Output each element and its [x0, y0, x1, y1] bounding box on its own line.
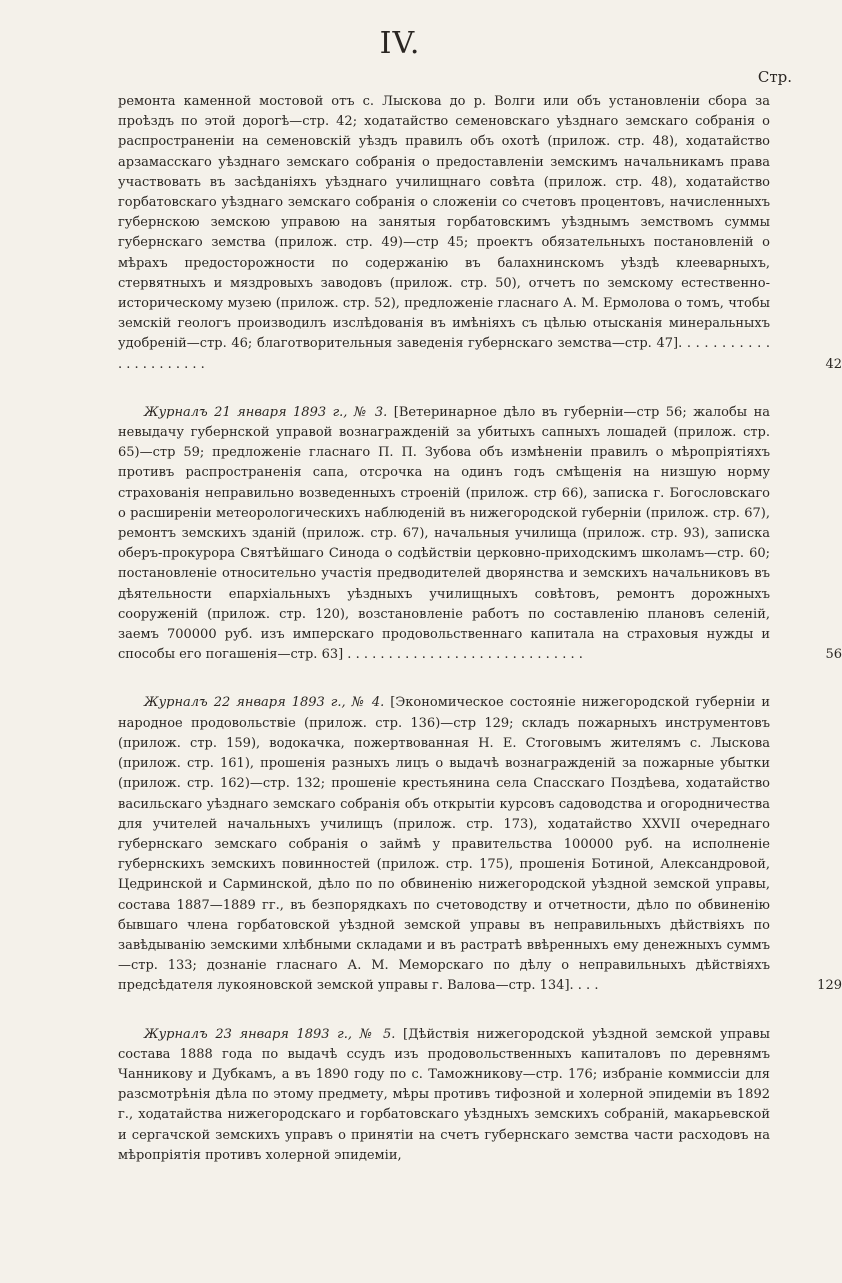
entry-text: Журналъ 23 января 1893 г., № 5. [Дѣйствія нижегородской уѣздной земской управы состава 1888 года по выдачѣ ссудъ изъ продовольственныхъ капиталовъ по деревнямъ Чанникову и Дубкамъ, а въ 1890 году по с. Таможникову—стр. 176; избраніе коммиссіи для разсмотрѣнія дѣла по этому предмету, мѣры противъ тифозной и холерной эпидеміи въ 1892 г., ходатайства нижегородскаго и горбатовскаго уѣздныхъ земскихъ собраній, макарьевской и сергачской земскихъ управъ о принятіи на счетъ губернскаго земства части расходовъ на мѣропріятія противъ холерной эпидеміи,	[118, 1026, 770, 1163]
page-column-label: Стр.	[757, 68, 792, 86]
index-body	[118, 92, 842, 1194]
index-entry	[118, 1025, 770, 1166]
page-reference: 56	[825, 647, 842, 663]
entry-text: ремонта каменной мостовой отъ с. Лыскова до р. Волги или объ установленіи сбора за проѣздъ по этой дорогѣ—стр. 42; ходатайство семеновскаго уѣзднаго земскаго собранія о распространеніи на семеновскій уѣздъ правилъ объ охотѣ (прилож. стр. 48), ходатайство арзамасскаго уѣзднаго земскаго собранія о предоставленіи земскимъ начальникамъ права участвовать въ засѣданіяхъ уѣзднаго училищнаго совѣта (прилож. стр. 48), ходатайство горбатовскаго уѣзднаго земскаго собранія о сложеніи со счетовъ процентовъ, начисленныхъ губернскою земскою управою на занятыя горбатовскимъ уѣзднымъ земствомъ суммы губернскаго земства (прилож. стр. 49)—стр 45; проектъ обязательныхъ постановленій о мѣрахъ предосторожности по содержанію въ балахнинскомъ уѣздѣ клееварныхъ, стервятныхъ и мяздровыхъ заводовъ (прилож. стр. 50), отчетъ по земскому естественно-историческому музею (прилож. стр. 52), предложеніе гласнаго А. М. Ермолова о томъ, чтобы земскій геологъ производилъ изслѣдованія въ имѣніяхъ съ цѣлью отысканія минеральныхъ удобреній—стр. 46; благотворительныя заведенія губернскаго земства—стр. 47]. . . . . . . . . . . . . . . . . . . . . .	[118, 94, 770, 372]
index-entry	[118, 403, 842, 666]
journal-heading: Журналъ 21 января 1893 г., № 3.	[144, 404, 388, 420]
page-reference: 129	[817, 978, 842, 994]
journal-heading: Журналъ 23 января 1893 г., № 5.	[144, 1026, 396, 1042]
index-entry	[118, 693, 842, 996]
entry-text: Журналъ 22 января 1893 г., № 4. [Экономическое состояніе нижегородской губерніи и народное продовольствіе (прилож. стр. 136)—стр 129; складъ пожарныхъ инструментовъ (прилож. стр. 159), водокачка, пожертвованная Н. Е. Стоговымъ жителямъ с. Лыскова (прилож. стр. 161), прошенія разныхъ лицъ о выдачѣ вознагражденій за пожарные убытки (прилож. стр. 162)—стр. 132; прошеніе крестьянина села Спасскаго Поздѣева, ходатайство васильскаго уѣзднаго земскаго собранія объ открытіи курсовъ садоводства и огородничества для учителей начальныхъ училищъ (прилож. стр. 173), ходатайство XXVII очереднаго губернскаго земскаго собранія о займѣ у правительства 100000 руб. на исполненіе губернскихъ земскихъ повинностей (прилож. стр. 175), прошенія Ботиной, Александровой, Цедринской и Сарминской, дѣло по по обвиненію нижегородской уѣздной земской управы, состава 1887—1889 гг., въ безпорядкахъ по счетоводству и отчетности, дѣло по обвиненію бывшаго члена горбатовской уѣздной земской управы въ неправильныхъ дѣйствіяхъ по завѣдыванію земскими хлѣбными складами и въ растратѣ ввѣренныхъ ему денежныхъ суммъ—стр. 133; дознаніе гласнаго А. М. Меморскаго по дѣлу о неправильныхъ дѣйствіяхъ предсѣдателя лукояновской земской управы г. Валова—стр. 134]. . . .	[118, 695, 770, 994]
journal-heading: Журналъ 22 января 1893 г., № 4.	[144, 695, 385, 711]
index-entry	[118, 92, 842, 375]
page-reference: 42	[825, 356, 842, 372]
page-number: IV.	[379, 26, 421, 61]
entry-text: Журналъ 21 января 1893 г., № 3. [Ветеринарное дѣло въ губерніи—стр 56; жалобы на невыдачу губернской управой вознагражденій за убитыхъ сапныхъ лошадей (прилож. стр. 65)—стр 59; предложеніе гласнаго П. П. Зубова объ измѣненіи правилъ о мѣропріятіяхъ противъ распространенія сапа, отсрочка на одинъ годъ смѣщенія на низшую норму страхованія неправильно возведенныхъ строеній (прилож. стр 66), записка г. Богословскаго о расширеніи метеорологическихъ наблюденій въ нижегородской губерніи (прилож. стр. 67), ремонтъ земскихъ зданій (прилож. стр. 67), начальныя училища (прилож. стр. 93), записка оберъ-прокурора Святѣйшаго Синода о содѣйствіи церковно-приходскимъ школамъ—стр. 60; постановленіе относительно участія предводителей дворянства и земскихъ начальниковъ въ дѣятельности епархіальныхъ уѣздныхъ училищныхъ совѣтовъ, ремонтъ дорожныхъ сооруженій (прилож. стр. 120), возстановленіе работъ по составленію плановъ селеній, заемъ 700000 руб. изъ имперскаго продовольственнаго капитала на страховыя нужды и способы его погашенія—стр. 63] . . . . . . . . . . . . . . . . . . . . . . . . . . . . .	[118, 404, 770, 663]
